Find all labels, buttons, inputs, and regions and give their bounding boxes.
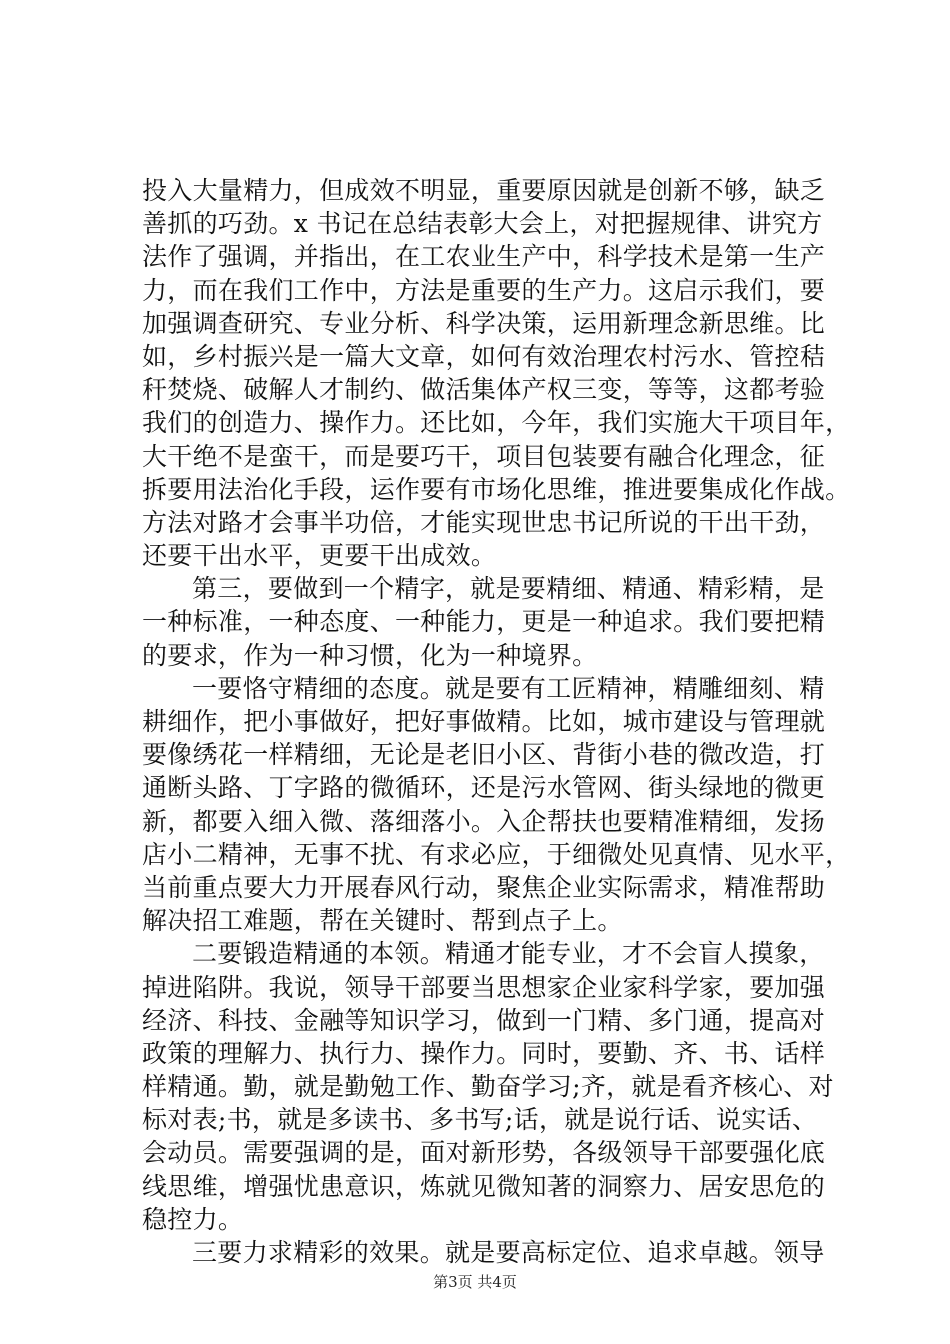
- text-line: 一种标准，一种态度、一种能力，更是一种追求。我们要把精: [142, 607, 826, 637]
- text-line: 大干绝不是蛮干，而是要巧干，项目包装要有融合化理念，征: [142, 441, 826, 471]
- text-line: 当前重点要大力开展春风行动，聚焦企业实际需求，精准帮助: [142, 872, 826, 902]
- text-line: 解决招工难题，帮在关键时、帮到点子上。: [142, 906, 623, 936]
- text-line: 秆焚烧、破解人才制约、做活集体产权三变，等等，这都考验: [142, 375, 826, 405]
- text-line: 标对表;书，就是多读书、多书写;话，就是说行话、说实话、: [142, 1105, 818, 1135]
- text-line: 会动员。需要强调的是，面对新形势，各级领导干部要强化底: [142, 1138, 826, 1168]
- text-line: 经济、科技、金融等知识学习，做到一门精、多门通，提高对: [142, 1005, 826, 1035]
- text-line: 力，而在我们工作中，方法是重要的生产力。这启示我们，要: [142, 275, 826, 305]
- text-line: 投入大量精力，但成效不明显，重要原因就是创新不够，缺乏: [142, 176, 826, 205]
- text-line: 要像绣花一样精细，无论是老旧小区、背街小巷的微改造，打: [142, 740, 826, 770]
- text-line: 如，乡村振兴是一篇大文章，如何有效治理农村污水、管控秸: [142, 341, 826, 371]
- text-line: 掉进陷阱。我说，领导干部要当思想家企业家科学家，要加强: [142, 972, 826, 1002]
- text-line: 的要求，作为一种习惯，化为一种境界。: [142, 640, 598, 670]
- text-line: 样精通。勤，就是勤勉工作、勤奋学习;齐，就是看齐核心、对: [142, 1072, 834, 1102]
- text-line: 法作了强调，并指出，在工农业生产中，科学技术是第一生产: [142, 242, 826, 272]
- text-line: 方法对路才会事半功倍，才能实现世忠书记所说的干出干劲，: [142, 507, 826, 537]
- text-line: 加强调查研究、专业分析、科学决策，运用新理念新思维。比: [142, 308, 826, 338]
- paragraph-start-line: 第三，要做到一个精字，就是要精细、精通、精彩精，是: [192, 574, 825, 604]
- text-line: 店小二精神，无事不扰、有求必应，于细微处见真情、见水平，: [142, 839, 851, 869]
- text-line: 善抓的巧劲。x 书记在总结表彰大会上，对把握规律、讲究方: [142, 209, 823, 239]
- text-line: 我们的创造力、操作力。还比如，今年，我们实施大干项目年，: [142, 408, 851, 438]
- text-line: 政策的理解力、执行力、操作力。同时，要勤、齐、书、话样: [142, 1038, 826, 1068]
- text-line: 通断头路、丁字路的微循环，还是污水管网、街头绿地的微更: [142, 773, 826, 803]
- text-line: 新，都要入细入微、落细落小。入企帮扶也要精准精细，发扬: [142, 806, 826, 836]
- paragraph-start-line: 二要锻造精通的本领。精通才能专业，才不会盲人摸象，: [192, 939, 825, 969]
- text-line: 耕细作，把小事做好，把好事做精。比如，城市建设与管理就: [142, 707, 826, 736]
- text-line: 稳控力。: [142, 1204, 244, 1234]
- paragraph-start-line: 三要力求精彩的效果。就是要高标定位、追求卓越。领导: [192, 1238, 825, 1267]
- text-line: 还要干出水平，更要干出成效。: [142, 541, 497, 571]
- paragraph-start-line: 一要恪守精细的态度。就是要有工匠精神，精雕细刻、精: [192, 673, 825, 703]
- document-body: [142, 174, 851, 1269]
- page-footer: 第3页 共4页: [433, 1273, 517, 1291]
- text-line: 线思维，增强忧患意识，炼就见微知著的洞察力、居安思危的: [142, 1171, 826, 1201]
- text-line: 拆要用法治化手段，运作要有市场化思维，推进要集成化作战。: [142, 474, 851, 504]
